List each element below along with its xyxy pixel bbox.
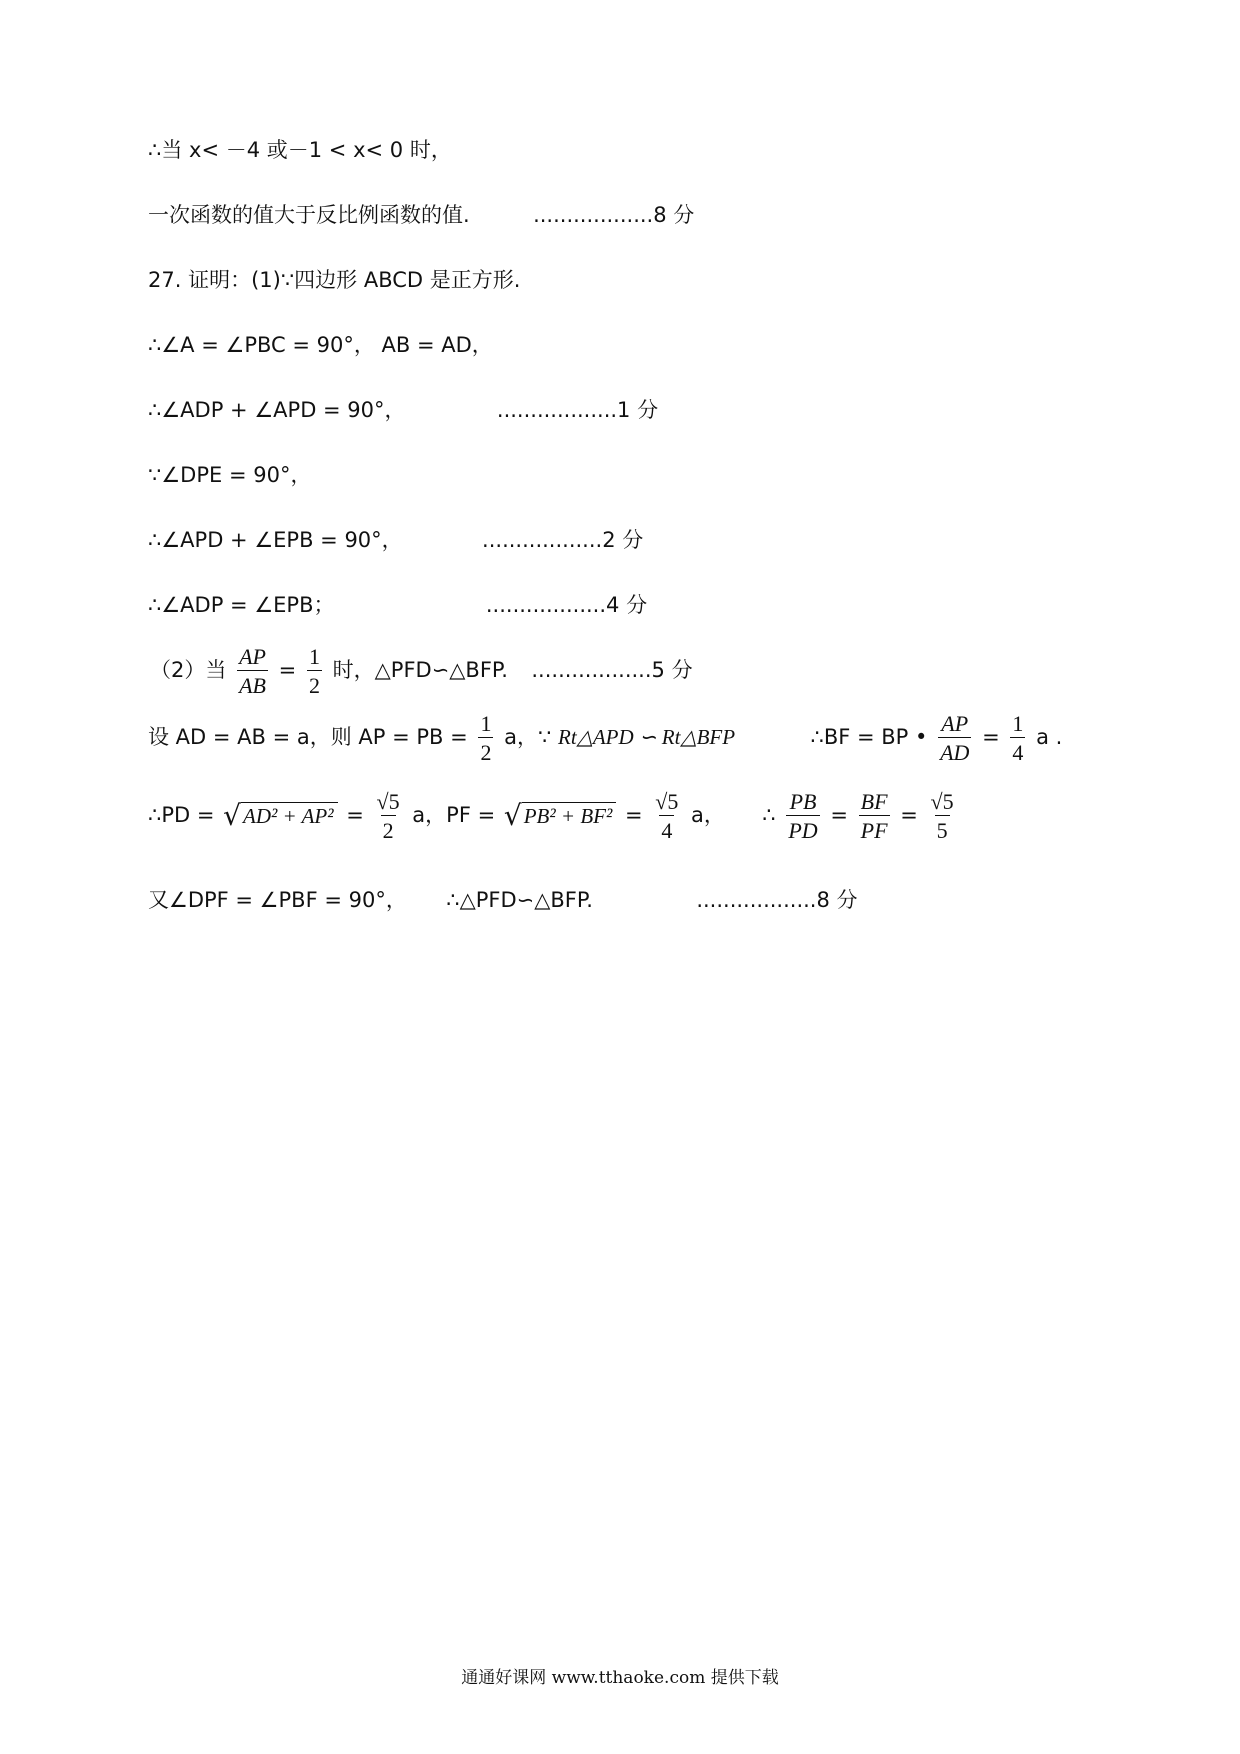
line-conclusion-function (148, 205, 694, 226)
radical-sign-icon: √ (503, 799, 522, 833)
radical-sign-icon: √ (223, 799, 241, 833)
fraction-numerator: 1 (308, 644, 320, 669)
fraction-numerator: AP (239, 644, 266, 669)
fraction-denominator: 4 (1010, 737, 1025, 764)
line-part-2-setup (148, 712, 1062, 764)
fraction-one-half (307, 645, 322, 697)
fraction-root5-over-4 (653, 790, 680, 842)
line-part-2-condition (150, 645, 693, 697)
fraction-numerator: 1 (1012, 711, 1024, 736)
line-conclusion-interval (148, 140, 452, 161)
fraction-root5-over-2 (375, 790, 402, 842)
fraction-root5-over-5 (929, 790, 956, 842)
line-text: （2）当 (150, 658, 227, 683)
line-angle-dpe (148, 465, 311, 486)
line-text: ∴∠APD + ∠EPB = 90°， (148, 528, 403, 552)
fraction-ap-ad (938, 712, 971, 764)
fraction-denominator: 4 (659, 815, 674, 842)
line-text: 27. 证明：(1)∵四边形 ABCD 是正方形. (148, 268, 521, 292)
fraction-denominator: 5 (935, 815, 950, 842)
fraction-numerator: √5 (930, 789, 954, 814)
fraction-denominator: PD (786, 815, 819, 842)
line-problem-27-heading (148, 270, 520, 291)
fraction-denominator: AB (237, 670, 268, 697)
score-marker: ..................5 分 (531, 658, 693, 683)
line-text: ∴∠A = ∠PBC = 90°， AB = AD， (148, 333, 493, 357)
line-angle-apd-epb (148, 530, 643, 551)
line-text: ∴当 x< －4 或－1 < x< 0 时， (148, 138, 452, 162)
equals-sign: = (278, 658, 297, 683)
line-text: ∴∠ADP = ∠EPB； (148, 593, 335, 617)
fraction-pb-pd (786, 790, 819, 842)
line-text: ∴∠ADP + ∠APD = 90°， (148, 398, 406, 422)
line-angle-adp-apd (148, 400, 658, 421)
fraction-ap-ab (237, 645, 268, 697)
line-text: a . (1036, 725, 1063, 750)
line-text: 时，△PFD∽△BFP. (332, 658, 508, 683)
line-text: a，PF = (412, 803, 496, 828)
fraction-numerator: √5 (376, 789, 400, 814)
fraction-numerator: BF (860, 789, 888, 814)
equals-sign: = (982, 725, 1000, 750)
line-text: 设 AD = AB = a，则 AP = PB = (148, 725, 468, 750)
fraction-numerator: √5 (655, 789, 679, 814)
equals-sign: = (624, 803, 643, 828)
score-marker: ..................4 分 (485, 593, 648, 617)
line-angle-a (148, 335, 493, 356)
score-marker: ..................8 分 (533, 203, 695, 227)
fraction-bf-pf (859, 790, 890, 842)
line-text: 一次函数的值大于反比例函数的值. (148, 203, 470, 227)
similar-triangles-expression: Rt△APD ∽ Rt△BFP (558, 725, 736, 750)
fraction-numerator: PB (789, 789, 817, 814)
line-text: ∴BF = BP • (810, 725, 928, 750)
fraction-denominator: 2 (381, 815, 396, 842)
score-marker: ..................8 分 (696, 888, 858, 912)
radicand: AD² + AP² (241, 802, 338, 830)
fraction-numerator: AP (941, 711, 969, 736)
line-text: a，∵ (504, 725, 552, 750)
line-part-2-lengths (148, 790, 960, 842)
line-text: 又∠DPF = ∠PBF = 90°， (148, 888, 407, 912)
score-marker: ..................1 分 (496, 398, 659, 422)
line-text: ∴PD = (148, 803, 215, 828)
fraction-one-half (478, 712, 493, 764)
sqrt-expression-pd (223, 799, 337, 833)
fraction-one-quarter (1010, 712, 1025, 764)
fraction-denominator: PF (859, 815, 890, 842)
line-angle-adp-epb (148, 595, 647, 616)
line-text: ∴△PFD∽△BFP. (446, 888, 593, 912)
sqrt-expression-pf (503, 799, 616, 833)
equals-sign: = (830, 803, 848, 828)
equals-sign: = (900, 803, 918, 828)
line-text: a， (691, 803, 725, 828)
fraction-denominator: 2 (307, 670, 322, 697)
line-text: ∴ (762, 803, 776, 828)
fraction-denominator: AD (938, 737, 971, 764)
radicand: PB² + BF² (522, 802, 617, 830)
fraction-denominator: 2 (478, 737, 493, 764)
score-marker: ..................2 分 (482, 528, 644, 552)
equals-sign: = (346, 803, 364, 828)
fraction-numerator: 1 (480, 711, 492, 736)
line-part-2-conclusion (148, 890, 858, 911)
page-footer: 通通好课网 www.tthaoke.com 提供下载 (461, 1668, 779, 1688)
line-text: ∵∠DPE = 90°， (148, 463, 312, 487)
